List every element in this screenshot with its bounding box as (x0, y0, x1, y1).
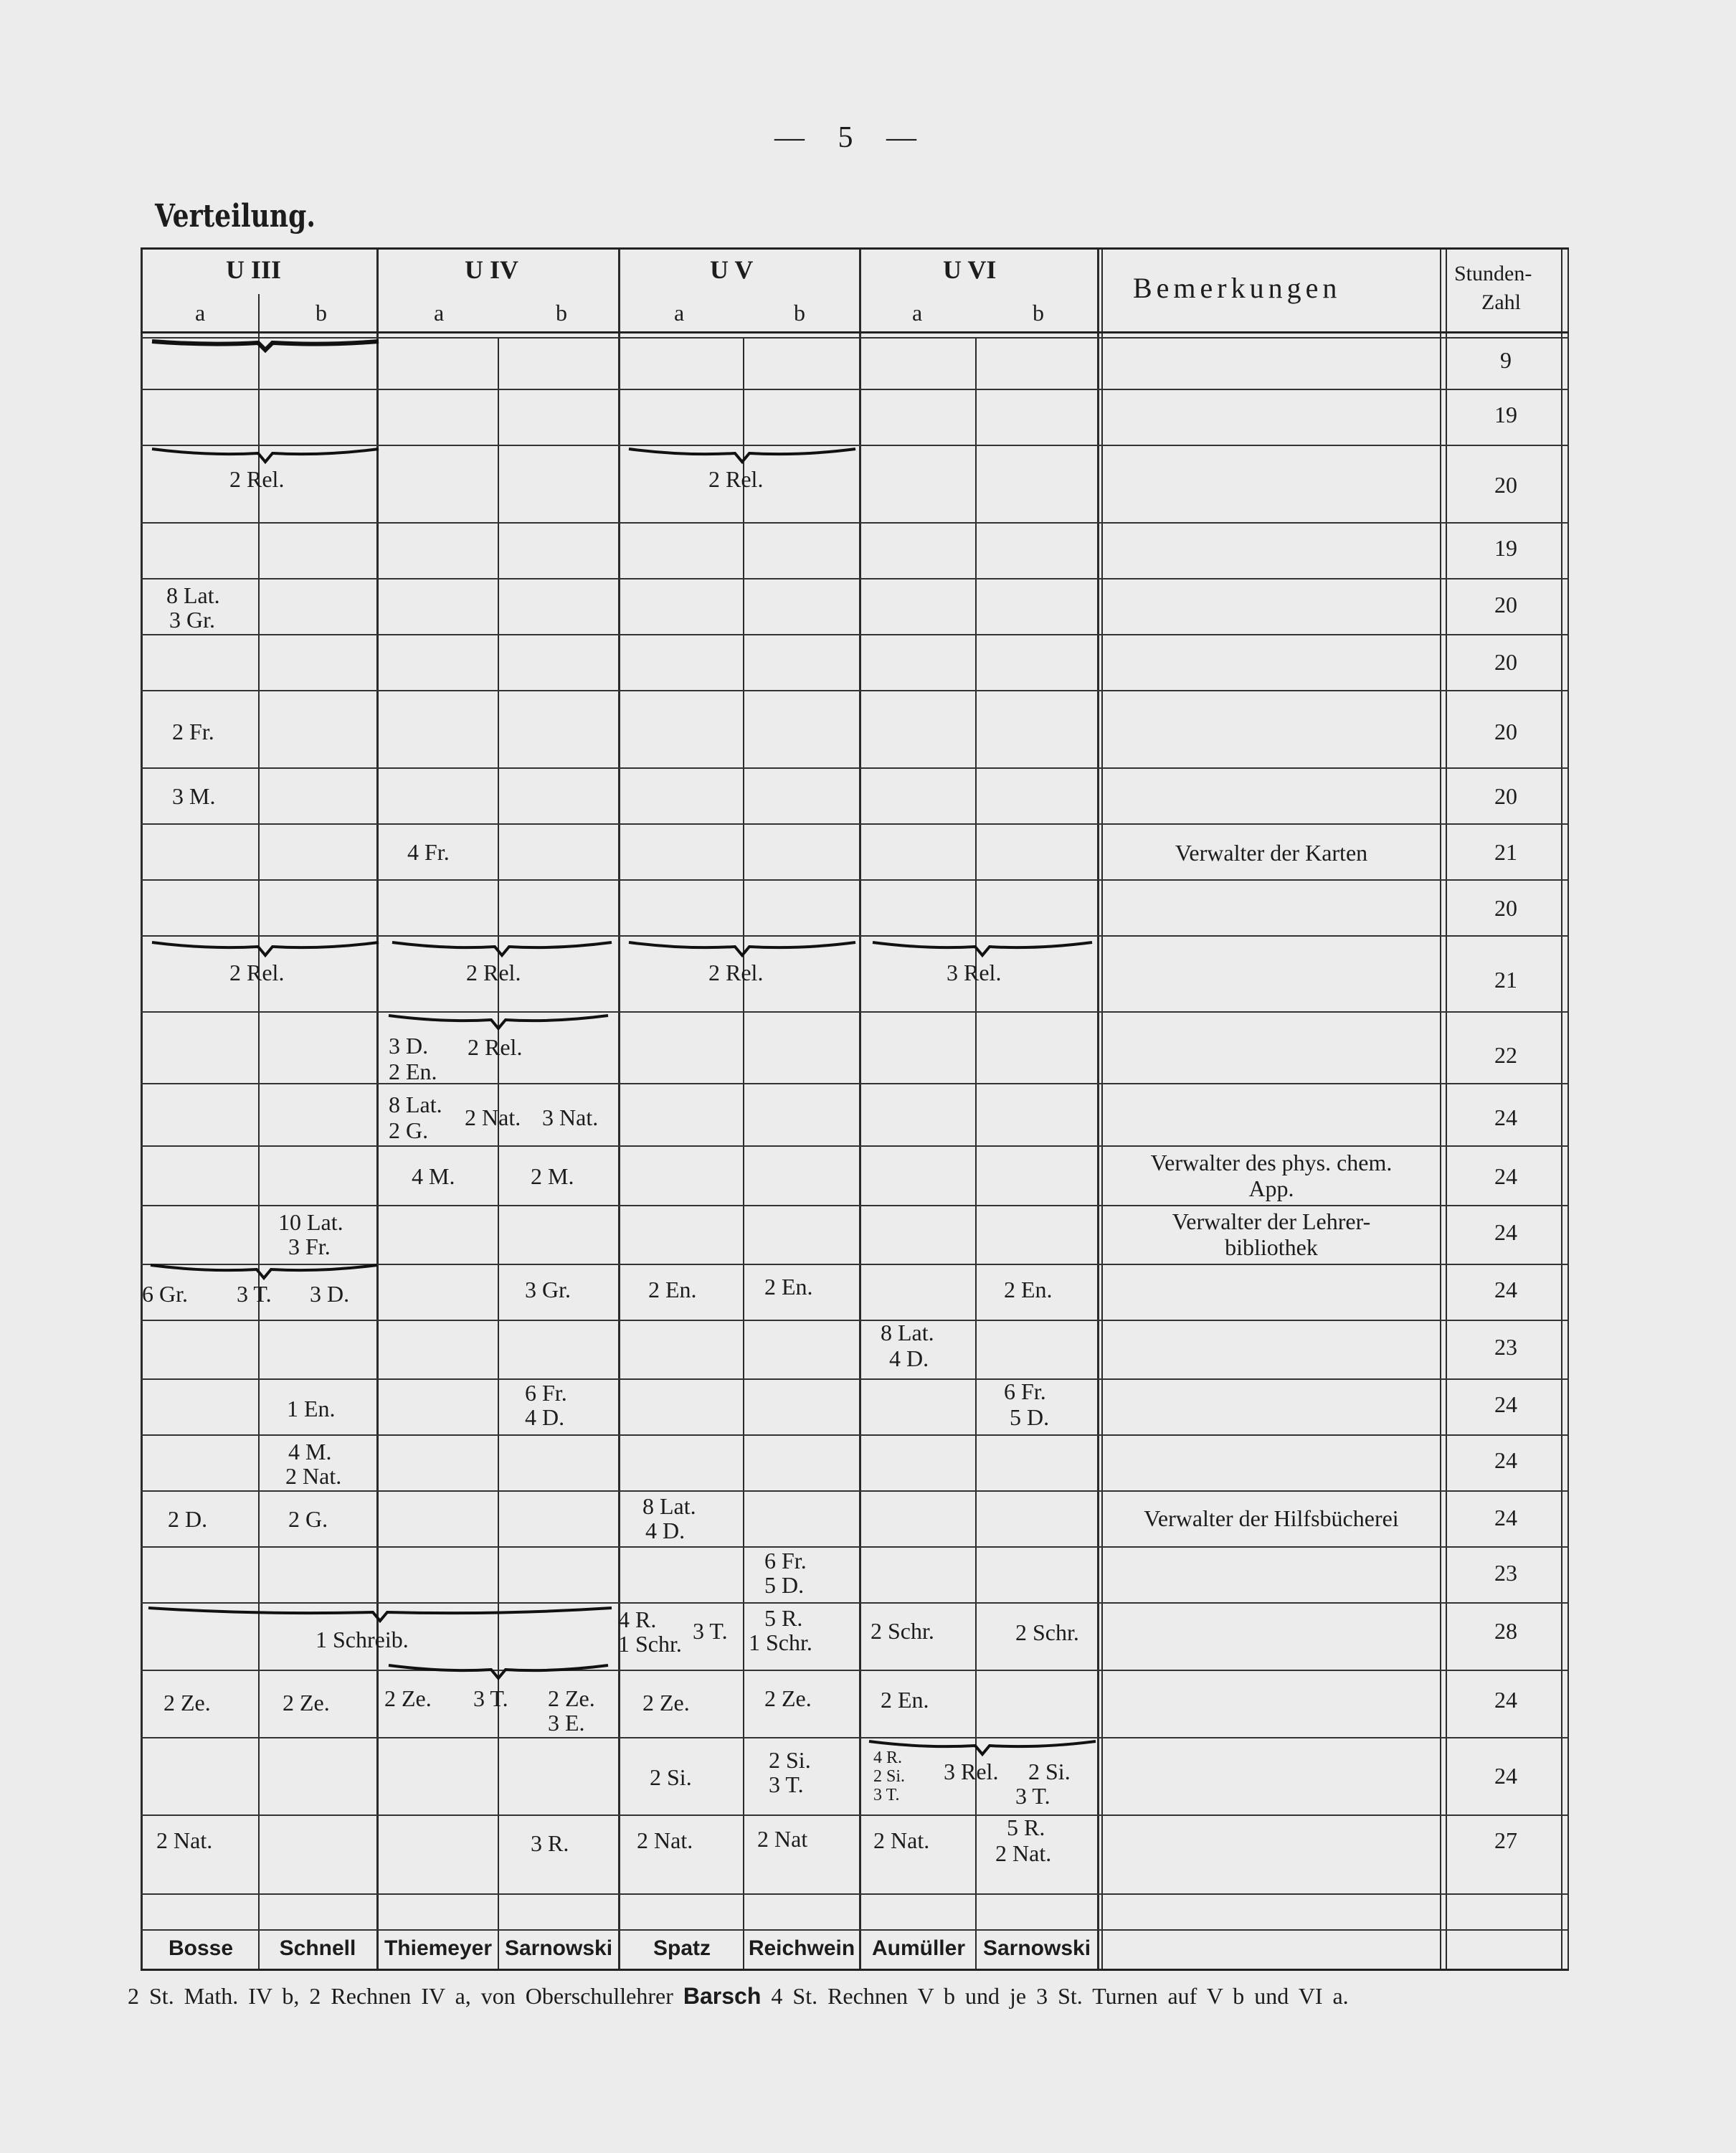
cell-entry: 2 En. (764, 1274, 813, 1300)
cell-entry: 2 En. (648, 1277, 697, 1302)
cell-entry: 3 Gr. (169, 607, 215, 633)
hours-value: 23 (1494, 1334, 1517, 1360)
cell-entry: 1 Schr. (749, 1629, 812, 1655)
hours-value: 22 (1494, 1042, 1517, 1068)
cell-entry: 8 Lat. (881, 1320, 934, 1345)
cell-entry: 3 Rel. (944, 1759, 999, 1784)
cell-entry: 2 D. (168, 1506, 208, 1532)
hours-value: 19 (1494, 402, 1517, 427)
cell-entry: 2 Rel. (708, 466, 764, 492)
cell-entry: 2 Ze. (283, 1690, 330, 1716)
cell-entry: 2 Ze. (384, 1685, 432, 1711)
teacher-name: Thiemeyer (384, 1936, 493, 1960)
hours-value: 27 (1494, 1827, 1517, 1853)
cell-entry: 3 T. (1015, 1783, 1050, 1809)
cell-entry: 2 Fr. (172, 719, 214, 744)
hours-value: 20 (1494, 592, 1517, 617)
cell-entry: 1 En. (287, 1396, 336, 1421)
cell-entry: 8 Lat. (642, 1493, 696, 1519)
hours-value: 20 (1494, 719, 1517, 744)
cell-entry: 2 Rel. (229, 960, 285, 985)
cell-entry: 2 En. (1004, 1277, 1053, 1302)
cell-entry: 2 Ze. (163, 1690, 211, 1716)
header-sub-a: a (912, 300, 923, 326)
remark-lehrer-2: bibliothek (1225, 1234, 1318, 1260)
cell-entry: 3 Rel. (947, 960, 1002, 985)
teacher-name: Bosse (168, 1936, 234, 1960)
page-number: — 5 — (774, 121, 929, 154)
cell-entry: 2 Si. (769, 1747, 811, 1773)
cell-entry: 3 T. (473, 1685, 508, 1711)
cell-entry: 5 R. (1007, 1814, 1045, 1840)
hours-value: 23 (1494, 1560, 1517, 1586)
cell-entry: 2 Rel. (468, 1034, 523, 1060)
cell-entry: 2 Si. (650, 1764, 692, 1790)
header-hours-2: Zahl (1481, 290, 1521, 314)
hours-value: 24 (1494, 1391, 1517, 1417)
brace-icon (387, 1013, 610, 1031)
hours-value: 24 (1494, 1104, 1517, 1130)
cell-entry: 4 R. (618, 1607, 657, 1632)
header-u-iv: U IV (465, 255, 519, 284)
cell-entry: 2 Ze. (548, 1685, 595, 1711)
cell-entry: 3 D. (310, 1281, 350, 1307)
cell-entry: 4 Fr. (407, 839, 450, 865)
header-sub-b: b (794, 300, 805, 326)
cell-entry: 5 D. (1010, 1404, 1050, 1430)
cell-entry: 6 Gr. (142, 1281, 188, 1307)
cell-entry: 2 Nat. (285, 1463, 342, 1489)
cell-entry: 2 Schr. (1015, 1619, 1079, 1645)
cell-entry: 2 Si. (1028, 1759, 1071, 1784)
footnote-part-2: 4 St. Rechnen V b und je 3 St. Turnen auf V b und VI a. (771, 1983, 1349, 2009)
cell-entry: 10 Lat. (278, 1209, 343, 1235)
cell-entry: 4 D. (525, 1404, 565, 1430)
cell-entry: 2 Nat. (873, 1827, 930, 1853)
cell-entry: 5 D. (764, 1572, 805, 1598)
hours-value: 21 (1494, 839, 1517, 865)
brace-icon (387, 1662, 610, 1681)
cell-entry: 3 T. (873, 1786, 900, 1804)
cell-entry: 3 R. (531, 1830, 569, 1856)
cell-entry: 2 Si. (873, 1767, 906, 1786)
cell-entry: 1 Schr. (618, 1631, 682, 1657)
hours-value: 19 (1494, 535, 1517, 561)
cell-entry: 2 Nat (757, 1826, 808, 1852)
teacher-name: Reichwein (748, 1936, 855, 1960)
cell-entry: 8 Lat. (166, 582, 220, 608)
hours-value: 20 (1494, 472, 1517, 498)
brace-icon (627, 940, 857, 958)
remark-hilfsbuecherei: Verwalter der Hilfsbücherei (1144, 1505, 1399, 1531)
header-u-vi: U VI (943, 255, 997, 284)
brace-icon (149, 1262, 379, 1281)
cell-entry: 4 D. (889, 1345, 929, 1371)
brace-icon (391, 940, 613, 958)
header-sub-b: b (1033, 300, 1044, 326)
header-sub-a: a (674, 300, 685, 326)
brace-icon (151, 446, 380, 465)
hours-value: 24 (1494, 1763, 1517, 1789)
teacher-name: Sarnowski (504, 1936, 613, 1960)
cell-entry: 3 T. (237, 1281, 272, 1307)
cell-entry: 4 D. (645, 1518, 686, 1543)
brace-icon (147, 1605, 613, 1624)
header-remarks: Bemerkungen (1133, 272, 1342, 304)
header-sub-a: a (195, 300, 206, 326)
cell-entry: 4 M. (412, 1163, 455, 1189)
page-title: Verteilung. (155, 198, 316, 235)
remark-karten: Verwalter der Karten (1175, 840, 1368, 866)
teacher-name: Aumüller (871, 1936, 966, 1960)
cell-entry: 2 En. (389, 1059, 437, 1084)
cell-entry: 3 M. (172, 783, 216, 809)
cell-entry: 8 Lat. (389, 1092, 442, 1117)
teacher-name: Spatz (653, 1936, 711, 1960)
hours-value: 24 (1494, 1163, 1517, 1189)
remark-lehrer-1: Verwalter der Lehrer- (1172, 1208, 1371, 1234)
cell-entry: 1 Schreib. (316, 1627, 409, 1652)
hours-value: 21 (1494, 967, 1517, 993)
cell-entry: 2 Ze. (764, 1685, 812, 1711)
hours-value: 9 (1500, 347, 1512, 373)
cell-entry: 2 Ze. (642, 1690, 690, 1716)
hours-value: 24 (1494, 1277, 1517, 1302)
hours-value: 28 (1494, 1618, 1517, 1644)
cell-entry: 2 G. (389, 1117, 429, 1143)
hours-value: 20 (1494, 895, 1517, 921)
hours-value: 24 (1494, 1687, 1517, 1713)
cell-entry: 3 Nat. (542, 1104, 599, 1130)
cell-entry: 2 Schr. (871, 1618, 934, 1644)
teacher-name: Schnell (279, 1936, 356, 1960)
brace-icon (151, 940, 380, 958)
hours-value: 20 (1494, 649, 1517, 675)
teacher-name: Sarnowski (982, 1936, 1091, 1960)
footnote-part-1: 2 St. Math. IV b, 2 Rechnen IV a, von Oberschullehrer (128, 1983, 673, 2009)
cell-entry: 2 M. (531, 1163, 574, 1189)
cell-entry: 2 Nat. (995, 1840, 1052, 1866)
hours-value: 24 (1494, 1447, 1517, 1473)
cell-entry: 3 Fr. (288, 1234, 331, 1259)
cell-entry: 2 G. (288, 1506, 328, 1532)
cell-entry: 2 En. (881, 1687, 929, 1713)
cell-entry: 4 M. (288, 1439, 332, 1464)
footnote (128, 1983, 1349, 2010)
cell-entry: 6 Fr. (764, 1548, 807, 1574)
cell-entry: 2 Nat. (156, 1827, 213, 1853)
header-hours-1: Stunden- (1454, 262, 1532, 285)
footnote-teacher: Barsch (683, 1983, 762, 2009)
hours-value: 24 (1494, 1505, 1517, 1530)
hours-value: 20 (1494, 783, 1517, 809)
cell-entry: 2 Rel. (466, 960, 521, 985)
cell-entry: 3 Gr. (525, 1277, 571, 1302)
cell-entry: 3 E. (548, 1710, 585, 1736)
hours-value: 24 (1494, 1219, 1517, 1245)
cell-entry: 3 D. (389, 1033, 429, 1059)
header-u-v: U V (710, 255, 754, 284)
header-sub-b: b (556, 300, 567, 326)
remark-phys-2: App. (1248, 1175, 1294, 1201)
header-sub-a: a (434, 300, 445, 326)
cell-entry: 4 R. (873, 1749, 903, 1767)
cell-entry: 3 T. (769, 1771, 804, 1797)
header-sub-b: b (316, 300, 327, 326)
brace-icon (151, 337, 380, 354)
cell-entry: 2 Nat. (465, 1104, 521, 1130)
cell-entry: 3 T. (693, 1618, 728, 1644)
brace-icon (627, 446, 857, 465)
brace-icon (871, 940, 1094, 958)
cell-entry: 2 Nat. (637, 1827, 693, 1853)
header-u-iii: U III (226, 255, 282, 284)
cell-entry: 2 Rel. (229, 466, 285, 492)
cell-entry: 2 Rel. (708, 960, 764, 985)
cell-entry: 6 Fr. (525, 1380, 567, 1406)
cell-entry: 6 Fr. (1004, 1378, 1046, 1404)
cell-entry: 5 R. (764, 1605, 803, 1631)
remark-phys-1: Verwalter des phys. chem. (1150, 1150, 1393, 1175)
